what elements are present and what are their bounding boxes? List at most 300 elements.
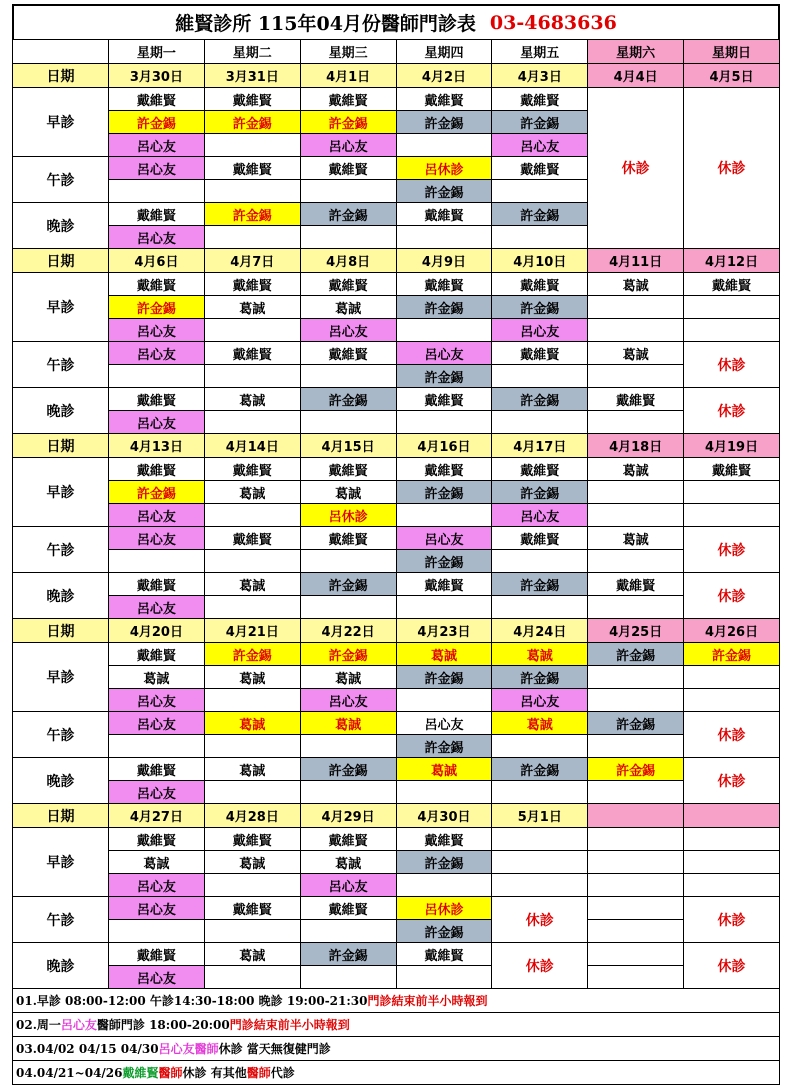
date-row [13, 804, 780, 828]
note-segment: 戴維賢 [122, 1066, 159, 1080]
date-cell: 4月24日 [492, 619, 588, 643]
doctor-cell [300, 596, 396, 619]
date-cell: 4月15日 [300, 434, 396, 458]
doctor-cell [204, 365, 300, 388]
doctor-cell [588, 504, 684, 527]
doctor-cell: 許金錫 [588, 758, 684, 781]
doctor-cell: 呂心友 [396, 712, 492, 735]
date-row [13, 434, 780, 458]
date-cell [684, 804, 780, 828]
evening-row [13, 966, 780, 989]
doctor-cell: 戴維賢 [396, 273, 492, 296]
morning-row [13, 296, 780, 319]
doctor-cell [396, 411, 492, 434]
doctor-cell: 戴維賢 [204, 828, 300, 851]
afternoon-label: 午診 [13, 342, 109, 388]
doctor-cell [588, 596, 684, 619]
note-segment: 代診 [270, 1066, 295, 1080]
note-segment: 01.早診 08:00-12:00 午診14:30-18:00 晚診 19:00-21:30 [16, 994, 368, 1008]
empty-cell [588, 943, 684, 966]
afternoon-row [13, 897, 780, 920]
doctor-cell: 戴維賢 [204, 458, 300, 481]
closed-cell-sun: 休診 [684, 527, 780, 573]
doctor-cell [396, 689, 492, 712]
doctor-cell: 戴維賢 [204, 897, 300, 920]
date-cell: 4月25日 [588, 619, 684, 643]
morning-row [13, 689, 780, 712]
weekday-header: 星期日 [684, 40, 780, 64]
doctor-cell [396, 504, 492, 527]
afternoon-row [13, 735, 780, 758]
empty-cell [588, 966, 684, 989]
doctor-cell: 戴維賢 [300, 157, 396, 180]
doctor-cell: 戴維賢 [396, 943, 492, 966]
date-cell: 4月1日 [300, 64, 396, 88]
closed-cell-sat: 休診 [588, 88, 684, 249]
morning-label: 早診 [13, 88, 109, 157]
doctor-cell: 葛誠 [204, 573, 300, 596]
note-segment: 醫師門診 18:00-20:00 [96, 1018, 230, 1032]
note-segment: 03.04/02 04/15 04/30 [16, 1041, 159, 1056]
morning-label: 早診 [13, 273, 109, 342]
date-cell: 4月21日 [204, 619, 300, 643]
doctor-cell: 許金錫 [300, 643, 396, 666]
doctor-cell: 許金錫 [492, 573, 588, 596]
date-cell: 4月27日 [109, 804, 205, 828]
date-cell: 3月30日 [109, 64, 205, 88]
doctor-cell [204, 596, 300, 619]
doctor-cell [300, 781, 396, 804]
doctor-cell [492, 735, 588, 758]
closed-cell-fri: 休診 [492, 943, 588, 989]
doctor-cell [588, 319, 684, 342]
doctor-cell: 葛誠 [396, 758, 492, 781]
date-cell: 4月6日 [109, 249, 205, 273]
doctor-cell [492, 874, 588, 897]
doctor-cell: 許金錫 [396, 550, 492, 573]
doctor-cell: 戴維賢 [300, 273, 396, 296]
empty-cell [588, 920, 684, 943]
date-cell: 4月7日 [204, 249, 300, 273]
date-cell: 4月16日 [396, 434, 492, 458]
doctor-cell [684, 874, 780, 897]
doctor-cell [204, 966, 300, 989]
morning-row [13, 851, 780, 874]
doctor-cell [300, 735, 396, 758]
doctor-cell: 許金錫 [492, 388, 588, 411]
doctor-cell: 呂心友 [300, 319, 396, 342]
date-cell: 4月9日 [396, 249, 492, 273]
doctor-cell: 戴維賢 [684, 273, 780, 296]
doctor-cell: 葛誠 [109, 851, 205, 874]
evening-row [13, 411, 780, 434]
doctor-cell: 許金錫 [396, 920, 492, 943]
evening-label: 晚診 [13, 203, 109, 249]
afternoon-row [13, 550, 780, 573]
date-cell: 4月11日 [588, 249, 684, 273]
closed-cell-sun: 休診 [684, 88, 780, 249]
doctor-cell: 葛誠 [204, 851, 300, 874]
doctor-cell: 葛誠 [492, 643, 588, 666]
doctor-cell: 葛誠 [204, 296, 300, 319]
doctor-cell: 呂心友 [300, 874, 396, 897]
closed-cell-sun: 休診 [684, 342, 780, 388]
doctor-cell [588, 735, 684, 758]
date-cell: 4月29日 [300, 804, 396, 828]
doctor-cell: 呂心友 [109, 966, 205, 989]
doctor-cell: 葛誠 [109, 666, 205, 689]
doctor-cell [204, 180, 300, 203]
weekday-header: 星期六 [588, 40, 684, 64]
date-cell: 4月22日 [300, 619, 396, 643]
date-cell: 4月17日 [492, 434, 588, 458]
doctor-cell: 許金錫 [492, 758, 588, 781]
date-cell: 4月30日 [396, 804, 492, 828]
evening-row [13, 596, 780, 619]
doctor-cell: 戴維賢 [109, 88, 205, 111]
note-segment: 門診結束前半小時報到 [367, 994, 488, 1008]
doctor-cell [109, 920, 205, 943]
title-text: 維賢診所 115年04月份醫師門診表 [175, 13, 476, 35]
closed-cell-sun: 休診 [684, 573, 780, 619]
doctor-cell [588, 874, 684, 897]
doctor-cell: 戴維賢 [492, 342, 588, 365]
afternoon-row [13, 527, 780, 550]
doctor-cell: 呂心友 [109, 781, 205, 804]
evening-label: 晚診 [13, 943, 109, 989]
doctor-cell: 葛誠 [300, 481, 396, 504]
doctor-cell: 戴維賢 [492, 88, 588, 111]
doctor-cell [204, 411, 300, 434]
weekday-header: 星期五 [492, 40, 588, 64]
note-line [12, 1037, 780, 1061]
doctor-cell [588, 666, 684, 689]
doctor-cell [396, 319, 492, 342]
doctor-cell [300, 365, 396, 388]
date-label: 日期 [13, 434, 109, 458]
doctor-cell: 戴維賢 [109, 573, 205, 596]
evening-row [13, 781, 780, 804]
doctor-cell: 戴維賢 [109, 643, 205, 666]
doctor-cell: 葛誠 [204, 712, 300, 735]
phone-number: 03-4683636 [489, 11, 617, 34]
doctor-cell [204, 134, 300, 157]
date-cell: 4月2日 [396, 64, 492, 88]
closed-cell-sun: 休診 [684, 943, 780, 989]
date-label: 日期 [13, 64, 109, 88]
doctor-cell [684, 481, 780, 504]
morning-row [13, 273, 780, 296]
doctor-cell [396, 874, 492, 897]
doctor-cell [396, 781, 492, 804]
doctor-cell: 戴維賢 [109, 943, 205, 966]
doctor-cell [396, 134, 492, 157]
date-cell: 4月4日 [588, 64, 684, 88]
doctor-cell [300, 411, 396, 434]
doctor-cell: 戴維賢 [300, 828, 396, 851]
note-segment: 醫師 [158, 1066, 183, 1080]
doctor-cell: 呂心友 [109, 527, 205, 550]
date-row [13, 64, 780, 88]
doctor-cell [588, 781, 684, 804]
doctor-cell [204, 319, 300, 342]
doctor-cell: 戴維賢 [204, 342, 300, 365]
doctor-cell [492, 781, 588, 804]
doctor-cell: 葛誠 [204, 666, 300, 689]
doctor-cell [300, 550, 396, 573]
morning-row [13, 481, 780, 504]
doctor-cell: 許金錫 [684, 643, 780, 666]
date-cell: 4月18日 [588, 434, 684, 458]
doctor-cell [588, 550, 684, 573]
doctor-cell: 戴維賢 [109, 273, 205, 296]
doctor-cell: 戴維賢 [684, 458, 780, 481]
doctor-cell: 葛誠 [300, 296, 396, 319]
doctor-cell: 戴維賢 [204, 527, 300, 550]
empty-cell [588, 897, 684, 920]
evening-row [13, 758, 780, 781]
date-cell: 4月5日 [684, 64, 780, 88]
afternoon-label: 午診 [13, 712, 109, 758]
doctor-cell: 許金錫 [300, 388, 396, 411]
doctor-cell: 戴維賢 [300, 342, 396, 365]
doctor-cell: 呂心友 [396, 342, 492, 365]
doctor-cell [588, 365, 684, 388]
doctor-cell: 戴維賢 [396, 573, 492, 596]
doctor-cell [300, 966, 396, 989]
doctor-cell: 呂心友 [396, 527, 492, 550]
doctor-cell: 許金錫 [396, 735, 492, 758]
doctor-cell [300, 226, 396, 249]
doctor-cell: 呂心友 [109, 712, 205, 735]
doctor-cell: 呂心友 [492, 319, 588, 342]
doctor-cell: 戴維賢 [588, 388, 684, 411]
doctor-cell: 戴維賢 [300, 458, 396, 481]
doctor-cell: 戴維賢 [204, 88, 300, 111]
doctor-cell [684, 828, 780, 851]
doctor-cell [492, 365, 588, 388]
doctor-cell: 許金錫 [588, 712, 684, 735]
doctor-cell: 呂心友 [109, 689, 205, 712]
morning-row [13, 319, 780, 342]
doctor-cell: 許金錫 [588, 643, 684, 666]
date-cell: 4月12日 [684, 249, 780, 273]
weekday-header: 星期二 [204, 40, 300, 64]
doctor-cell: 呂心友 [492, 689, 588, 712]
date-cell: 3月31日 [204, 64, 300, 88]
doctor-cell [684, 851, 780, 874]
doctor-cell [588, 411, 684, 434]
doctor-cell [492, 596, 588, 619]
doctor-cell: 戴維賢 [492, 527, 588, 550]
doctor-cell [204, 781, 300, 804]
header-corner [13, 40, 109, 64]
doctor-cell: 呂心友 [109, 504, 205, 527]
evening-row [13, 943, 780, 966]
weekday-header: 星期一 [109, 40, 205, 64]
doctor-cell [492, 180, 588, 203]
doctor-cell: 葛誠 [588, 527, 684, 550]
doctor-cell: 戴維賢 [396, 203, 492, 226]
evening-row [13, 573, 780, 596]
doctor-cell: 許金錫 [396, 296, 492, 319]
doctor-cell: 戴維賢 [492, 157, 588, 180]
morning-row [13, 643, 780, 666]
doctor-cell: 呂休診 [396, 157, 492, 180]
doctor-cell [109, 735, 205, 758]
note-segment: 04.04/21~04/26 [16, 1065, 123, 1080]
doctor-cell: 許金錫 [492, 111, 588, 134]
doctor-cell [684, 689, 780, 712]
note-line [12, 1013, 780, 1037]
doctor-cell [588, 851, 684, 874]
afternoon-row [13, 365, 780, 388]
note-line [12, 1061, 780, 1085]
morning-row [13, 874, 780, 897]
doctor-cell: 呂心友 [492, 134, 588, 157]
doctor-cell: 戴維賢 [492, 273, 588, 296]
evening-label: 晚診 [13, 388, 109, 434]
doctor-cell [684, 666, 780, 689]
doctor-cell: 呂心友 [492, 504, 588, 527]
doctor-cell: 呂休診 [396, 897, 492, 920]
doctor-cell: 葛誠 [492, 712, 588, 735]
date-cell [588, 804, 684, 828]
note-segment: 醫師 [246, 1066, 271, 1080]
date-cell: 5月1日 [492, 804, 588, 828]
note-line [12, 989, 780, 1013]
doctor-cell [492, 226, 588, 249]
doctor-cell: 許金錫 [204, 111, 300, 134]
morning-row [13, 88, 780, 111]
date-cell: 4月13日 [109, 434, 205, 458]
doctor-cell: 呂心友 [109, 874, 205, 897]
doctor-cell: 呂心友 [109, 157, 205, 180]
afternoon-row [13, 920, 780, 943]
doctor-cell: 許金錫 [300, 943, 396, 966]
doctor-cell: 戴維賢 [300, 897, 396, 920]
doctor-cell: 葛誠 [396, 643, 492, 666]
date-cell: 4月8日 [300, 249, 396, 273]
closed-cell-sun: 休診 [684, 758, 780, 804]
doctor-cell: 戴維賢 [588, 573, 684, 596]
date-cell: 4月28日 [204, 804, 300, 828]
date-cell: 4月20日 [109, 619, 205, 643]
doctor-cell [204, 920, 300, 943]
note-segment: 休診 有其他 [182, 1066, 247, 1080]
doctor-cell: 許金錫 [204, 203, 300, 226]
doctor-cell: 許金錫 [396, 111, 492, 134]
afternoon-label: 午診 [13, 897, 109, 943]
doctor-cell: 呂心友 [109, 226, 205, 249]
schedule-table [12, 39, 780, 989]
doctor-cell [109, 180, 205, 203]
doctor-cell: 許金錫 [109, 111, 205, 134]
doctor-cell [204, 689, 300, 712]
notes-section [12, 989, 780, 1085]
doctor-cell: 戴維賢 [300, 527, 396, 550]
morning-row [13, 666, 780, 689]
evening-label: 晚診 [13, 758, 109, 804]
doctor-cell: 許金錫 [300, 111, 396, 134]
doctor-cell [492, 851, 588, 874]
doctor-cell [109, 550, 205, 573]
morning-row [13, 458, 780, 481]
doctor-cell: 許金錫 [109, 481, 205, 504]
closed-cell-sun: 休診 [684, 712, 780, 758]
doctor-cell: 許金錫 [396, 851, 492, 874]
doctor-cell: 戴維賢 [109, 388, 205, 411]
closed-cell-sun: 休診 [684, 388, 780, 434]
doctor-cell: 許金錫 [109, 296, 205, 319]
doctor-cell: 戴維賢 [204, 273, 300, 296]
note-segment: 休診 當天無復健門診 [218, 1042, 331, 1056]
doctor-cell [396, 226, 492, 249]
doctor-cell [588, 689, 684, 712]
doctor-cell: 戴維賢 [396, 388, 492, 411]
date-cell: 4月19日 [684, 434, 780, 458]
evening-row [13, 388, 780, 411]
afternoon-row [13, 342, 780, 365]
doctor-cell: 許金錫 [492, 666, 588, 689]
doctor-cell [492, 550, 588, 573]
morning-label: 早診 [13, 828, 109, 897]
doctor-cell: 戴維賢 [109, 758, 205, 781]
doctor-cell: 許金錫 [492, 481, 588, 504]
doctor-cell: 戴維賢 [396, 458, 492, 481]
doctor-cell: 葛誠 [204, 481, 300, 504]
weekday-header: 星期四 [396, 40, 492, 64]
doctor-cell [204, 735, 300, 758]
note-segment: 門診結束前半小時報到 [229, 1018, 350, 1032]
doctor-cell [300, 920, 396, 943]
morning-row [13, 828, 780, 851]
doctor-cell: 許金錫 [396, 180, 492, 203]
doctor-cell: 戴維賢 [204, 157, 300, 180]
doctor-cell [204, 874, 300, 897]
doctor-cell: 葛誠 [300, 851, 396, 874]
doctor-cell: 戴維賢 [492, 458, 588, 481]
date-row [13, 249, 780, 273]
doctor-cell: 許金錫 [300, 573, 396, 596]
doctor-cell: 葛誠 [204, 388, 300, 411]
doctor-cell: 呂心友 [109, 342, 205, 365]
doctor-cell: 呂心友 [109, 411, 205, 434]
doctor-cell [396, 596, 492, 619]
closed-cell-fri: 休診 [492, 897, 588, 943]
doctor-cell: 葛誠 [204, 943, 300, 966]
doctor-cell: 呂心友 [109, 319, 205, 342]
doctor-cell: 葛誠 [300, 666, 396, 689]
doctor-cell: 許金錫 [204, 643, 300, 666]
doctor-cell [109, 365, 205, 388]
weekday-header-row [13, 40, 780, 64]
doctor-cell: 呂心友 [109, 596, 205, 619]
doctor-cell: 葛誠 [588, 342, 684, 365]
doctor-cell: 葛誠 [204, 758, 300, 781]
doctor-cell [588, 828, 684, 851]
doctor-cell: 許金錫 [396, 666, 492, 689]
evening-label: 晚診 [13, 573, 109, 619]
date-label: 日期 [13, 804, 109, 828]
doctor-cell [204, 504, 300, 527]
doctor-cell: 葛誠 [588, 273, 684, 296]
date-cell: 4月14日 [204, 434, 300, 458]
doctor-cell: 呂心友 [300, 134, 396, 157]
afternoon-row [13, 712, 780, 735]
weekday-header: 星期三 [300, 40, 396, 64]
doctor-cell: 許金錫 [396, 365, 492, 388]
